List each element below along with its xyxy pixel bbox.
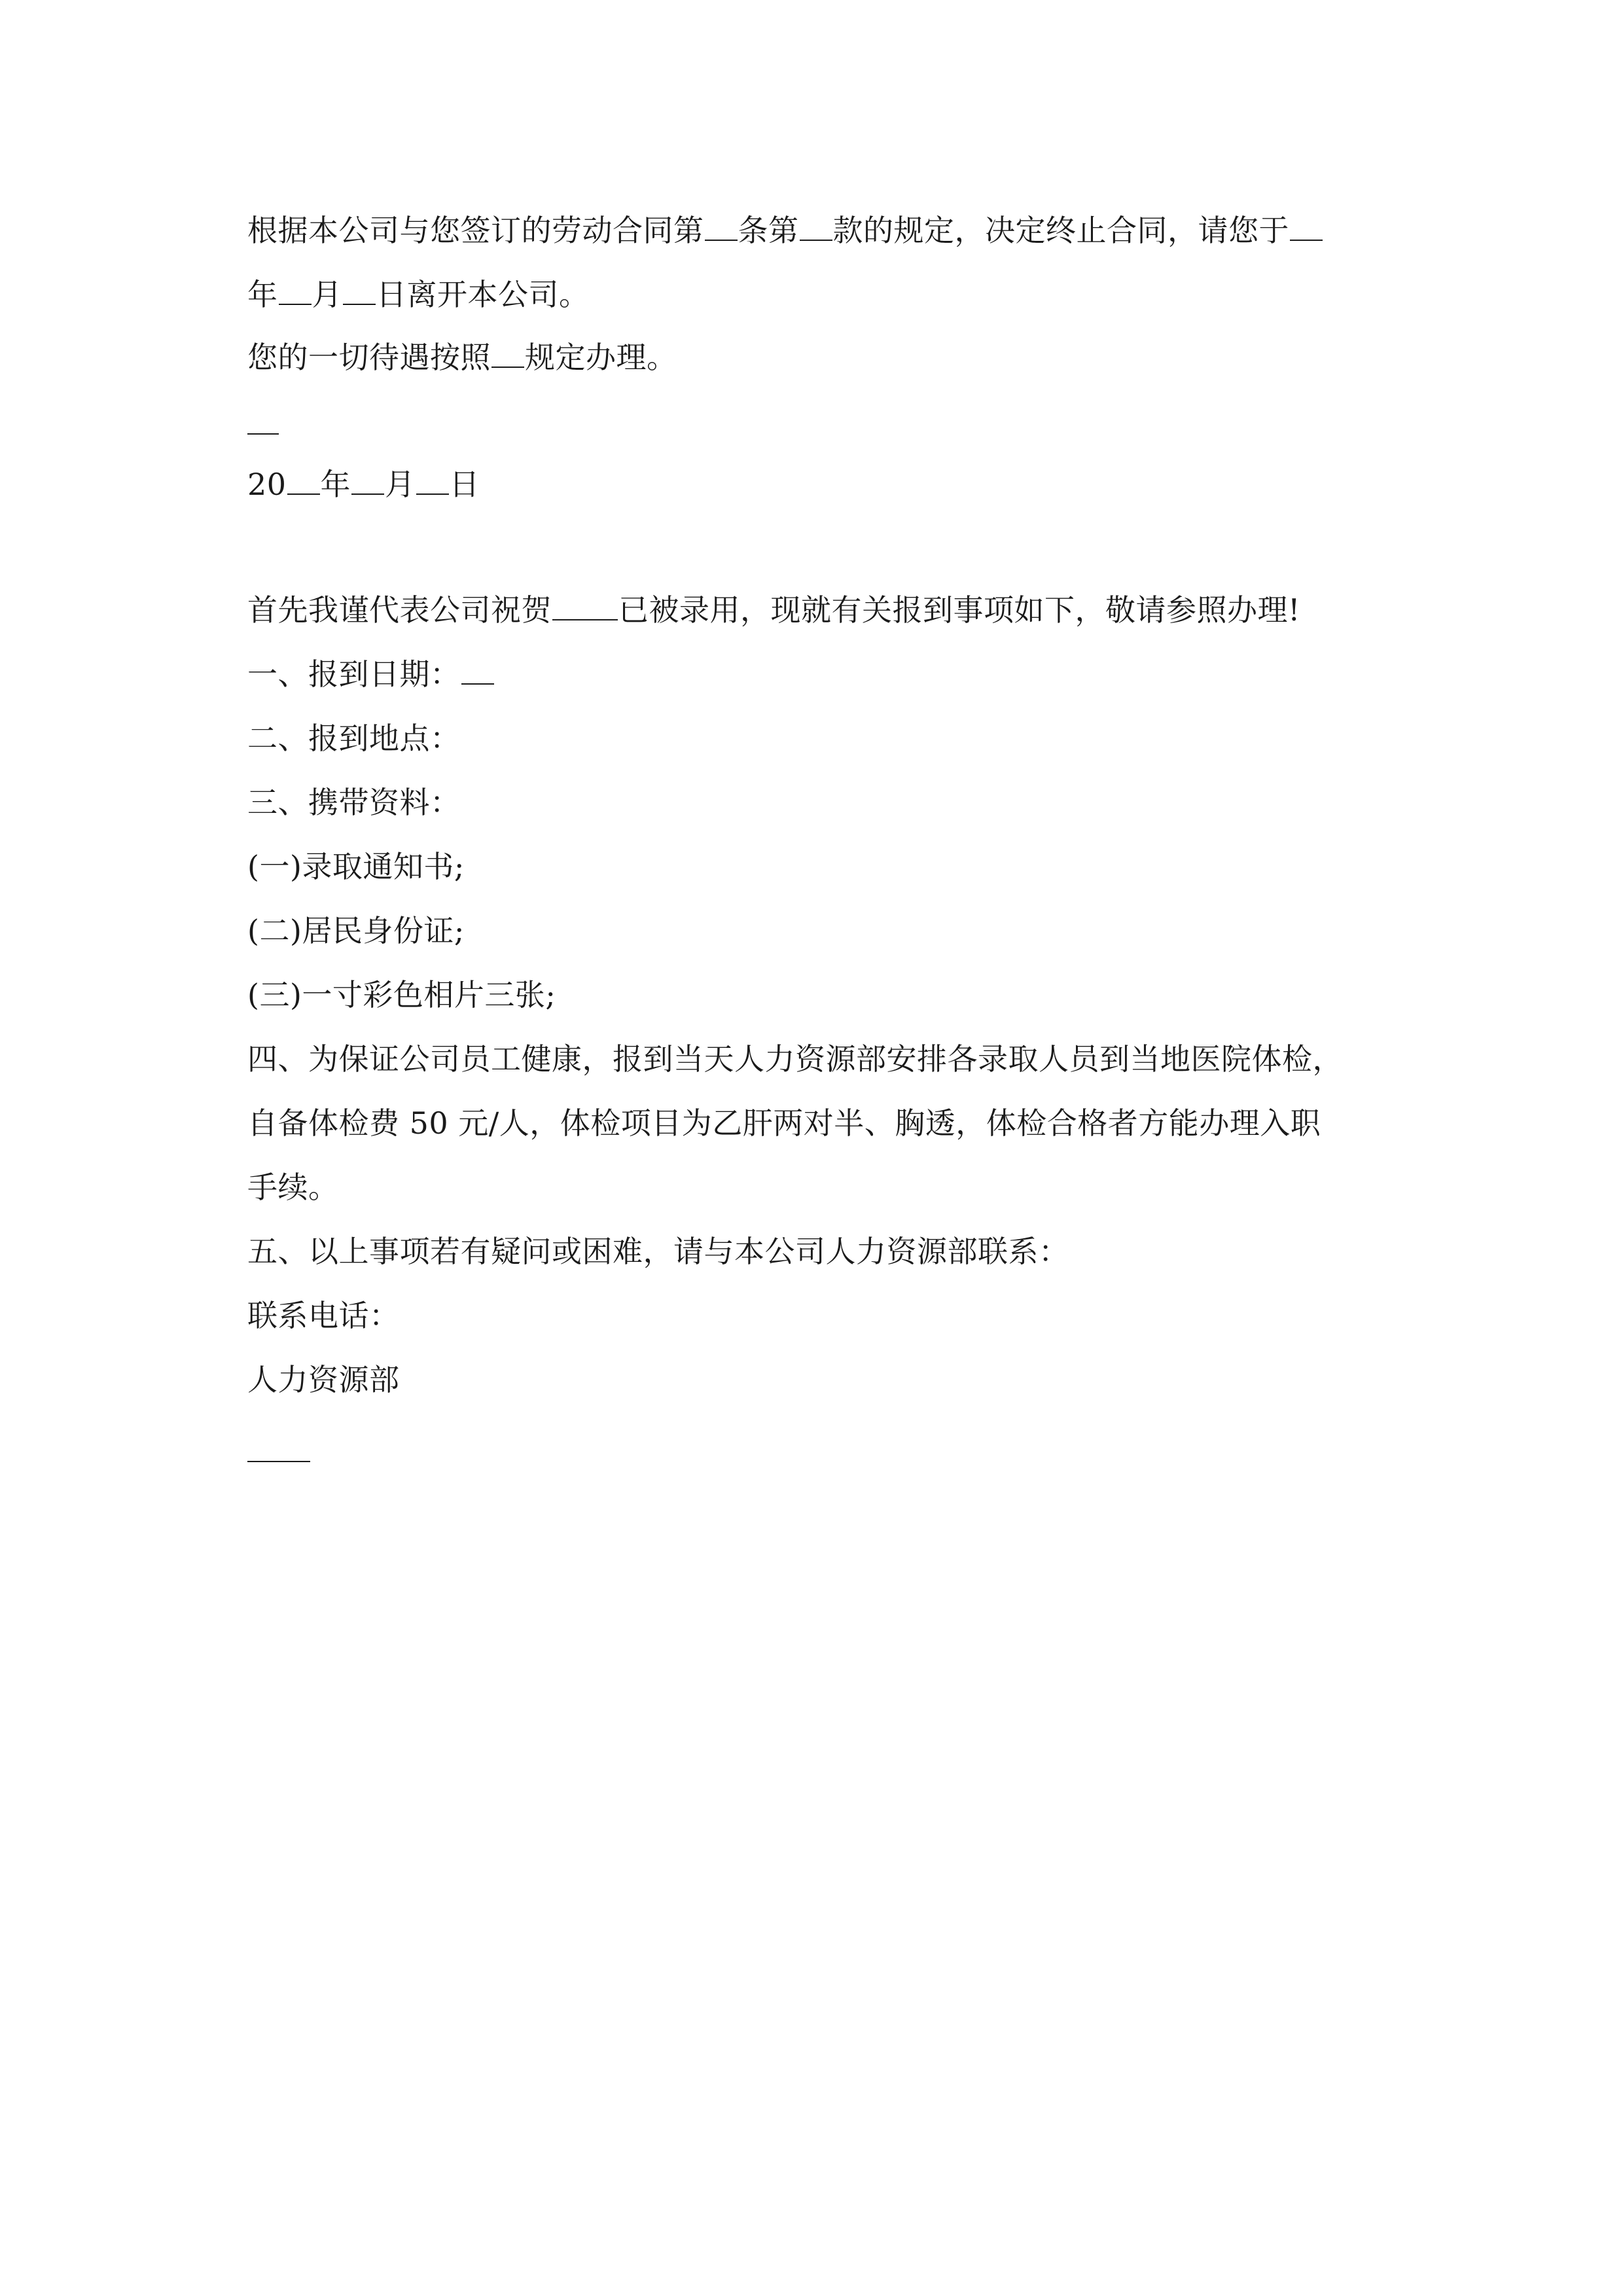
blank-date-day [416, 470, 449, 495]
offer-item-2: 二、报到地点： [247, 721, 461, 756]
contact-phone-label: 联系电话： [247, 1298, 400, 1333]
termination-line-3 [247, 338, 1399, 377]
text-segment: 款的规定，决定终止合同，请您于 [832, 213, 1289, 248]
termination-line-1 [247, 211, 1399, 250]
text-segment: 日离开本公司。 [376, 277, 590, 312]
department-name: 人力资源部 [247, 1362, 400, 1397]
signature-blank [247, 433, 279, 435]
offer-item-4-line-3: 手续。 [247, 1170, 339, 1205]
offer-item-4-line-2: 自备体检费 50 元/人，体检项目为乙肝两对半、胸透，体检合格者方能办理入职 [247, 1105, 1321, 1141]
blank-date-year [287, 470, 320, 495]
text-segment: 条第 [738, 213, 799, 248]
blank-clause [800, 216, 832, 241]
termination-date [247, 465, 1399, 504]
offer-item-5: 五、以上事项若有疑问或困难，请与本公司人力资源部联系： [247, 1234, 1069, 1269]
text-segment: 年 [247, 277, 278, 312]
blank-rule [491, 343, 524, 368]
text-segment: 一、报到日期： [247, 656, 461, 692]
offer-intro [247, 590, 1399, 630]
blank-year-prefix [1290, 216, 1323, 241]
offer-sub-item-1: (一)录取通知书; [247, 849, 465, 884]
blank-candidate-name [552, 596, 618, 620]
blank-report-date [461, 660, 494, 685]
blank-article [705, 216, 738, 241]
text-segment: 已被录用，现就有关报到事项如下，敬请参照办理! [618, 592, 1300, 628]
text-segment: 规定办理。 [525, 340, 677, 375]
offer-sub-item-3: (三)一寸彩色相片三张; [247, 977, 556, 1013]
offer-item-1 [247, 655, 1399, 694]
blank-month [279, 280, 312, 305]
offer-sub-item-2: (二)居民身份证; [247, 913, 465, 948]
termination-line-2 [247, 275, 1399, 314]
text-segment: 您的一切待遇按照 [247, 340, 491, 375]
text-segment: 首先我谨代表公司祝贺 [247, 592, 552, 628]
closing-date-blank [247, 1461, 310, 1462]
blank-date-month [351, 470, 384, 495]
text-segment: 20 [247, 467, 287, 502]
text-segment: 日 [449, 467, 480, 502]
text-segment: 根据本公司与您签订的劳动合同第 [247, 213, 704, 248]
text-segment: 年 [320, 467, 351, 502]
text-segment: 月 [385, 467, 416, 502]
text-segment: 月 [312, 277, 342, 312]
offer-item-3: 三、携带资料： [247, 785, 461, 820]
blank-day [343, 280, 376, 305]
offer-item-4-line-1: 四、为保证公司员工健康，报到当天人力资源部安排各录取人员到当地医院体检， [247, 1041, 1343, 1077]
